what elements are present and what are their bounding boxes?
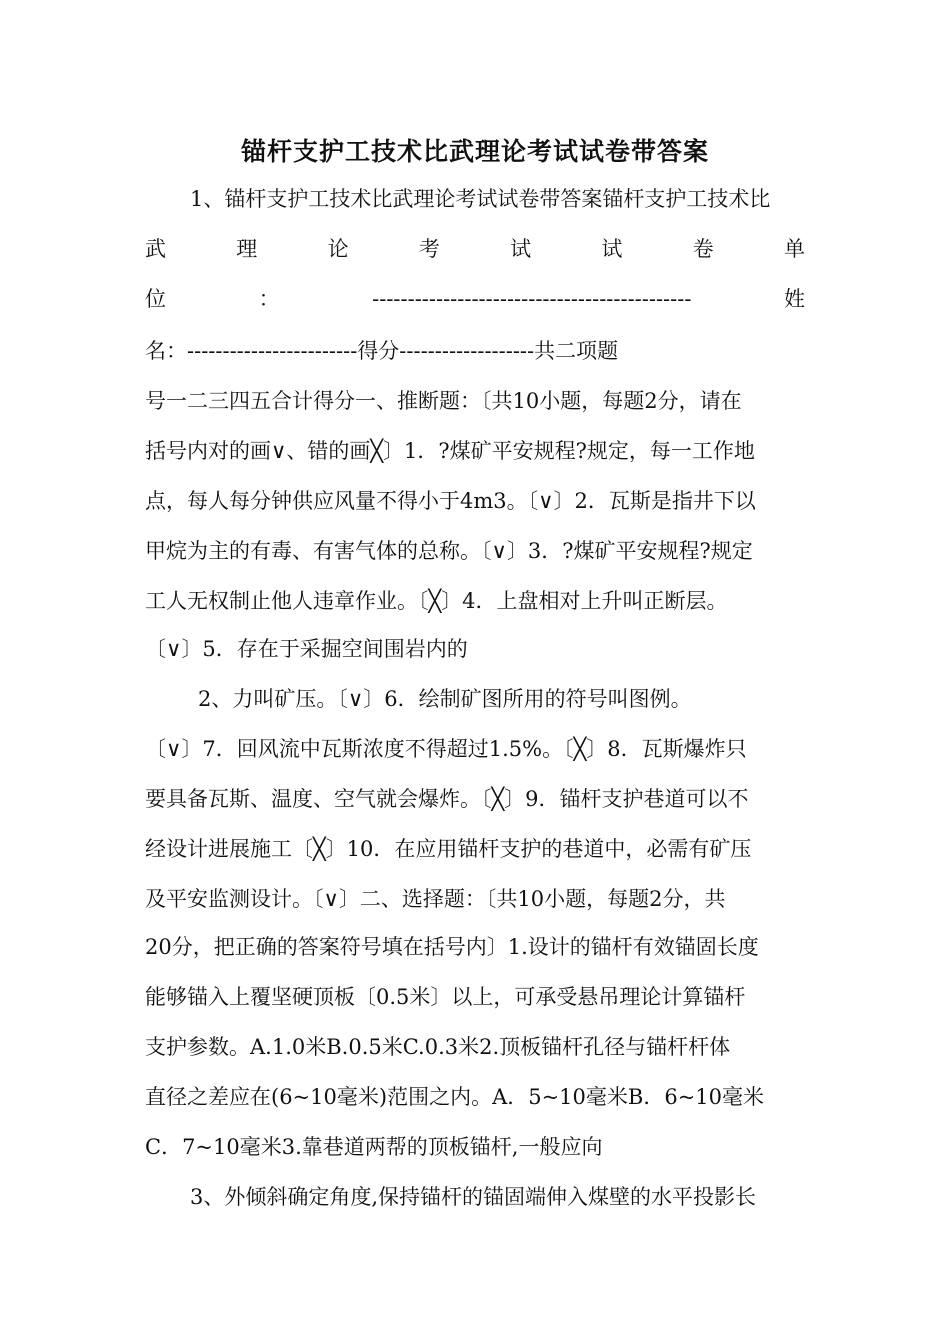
text-line: C．7~10毫米3.靠巷道两帮的顶板锚杆,一般应向	[145, 1135, 603, 1159]
text-line: 点，每人每分钟供应风量不得小于4m3。〔∨〕2．瓦斯是指井下以	[145, 489, 756, 513]
text-line: 2、力叫矿压。〔∨〕6．绘制矿图所用的符号叫图例。	[198, 687, 692, 711]
document-title: 锚杆支护工技术比武理论考试试卷带答案	[240, 137, 709, 166]
text-char: 试	[601, 237, 623, 261]
text-line: 能够锚入上覆坚硬顶板〔0.5米〕以上，可承受悬吊理论计算锚杆	[145, 985, 746, 1009]
text-line: 〔∨〕7．回风流中瓦斯浓度不得超过1.5%。〔╳〕8．瓦斯爆炸只	[145, 737, 747, 761]
text-line: 经设计进展施工〔╳〕10．在应用锚杆支护的巷道中，必需有矿压	[145, 837, 752, 861]
text-char: 卷	[692, 237, 714, 261]
text-line: 号一二三四五合计得分一、推断题：〔共10小题，每题2分，请在	[145, 389, 742, 413]
text-char: 武	[145, 237, 166, 261]
text-line: 名：------------------------得分-------------------共二项题	[145, 339, 619, 363]
text-line: 要具备瓦斯、温度、空气就会爆炸。〔╳〕9．锚杆支护巷道可以不	[145, 787, 749, 811]
text-line: 直径之差应在(6~10毫米)范围之内。A．5~10毫米B．6~10毫米	[145, 1085, 765, 1109]
text-line: 及平安监测设计。〔∨〕二、选择题：〔共10小题，每题2分，共	[145, 887, 726, 911]
text-line: 括号内对的画∨、错的画╳〕1．?煤矿平安规程?规定，每一工作地	[145, 439, 755, 463]
text-line: 3、外倾斜确定角度,保持锚杆的锚固端伸入煤壁的水平投影长	[190, 1185, 757, 1209]
text-char: 位	[145, 287, 166, 311]
text-char: 试	[510, 237, 532, 261]
text-char: 姓	[784, 287, 805, 311]
text-char: ：	[258, 287, 280, 311]
text-char: 考	[418, 237, 440, 261]
text-line: 〔∨〕5．存在于采掘空间围岩内的	[145, 637, 468, 661]
text-dashes: ---------------------------------------------	[372, 287, 692, 311]
text-char: 单	[783, 237, 805, 261]
text-char: 理	[236, 237, 258, 261]
text-line: 1、锚杆支护工技术比武理论考试试卷带答案锚杆支护工技术比	[190, 187, 771, 211]
text-char: 论	[327, 237, 349, 261]
text-line-spaced	[145, 234, 805, 264]
text-line: 甲烷为主的有毒、有害气体的总称。〔∨〕3．?煤矿平安规程?规定	[145, 539, 753, 563]
text-line: 20分，把正确的答案符号填在括号内〕1.设计的锚杆有效锚固长度	[145, 935, 759, 959]
text-line-spaced	[145, 284, 805, 314]
text-line: 支护参数。A.1.0米B.0.5米C.0.3米2.顶板锚杆孔径与锚杆杆体	[145, 1035, 731, 1059]
text-line: 工人无权制止他人违章作业。〔╳〕4．上盘相对上升叫正断层。	[145, 589, 728, 613]
